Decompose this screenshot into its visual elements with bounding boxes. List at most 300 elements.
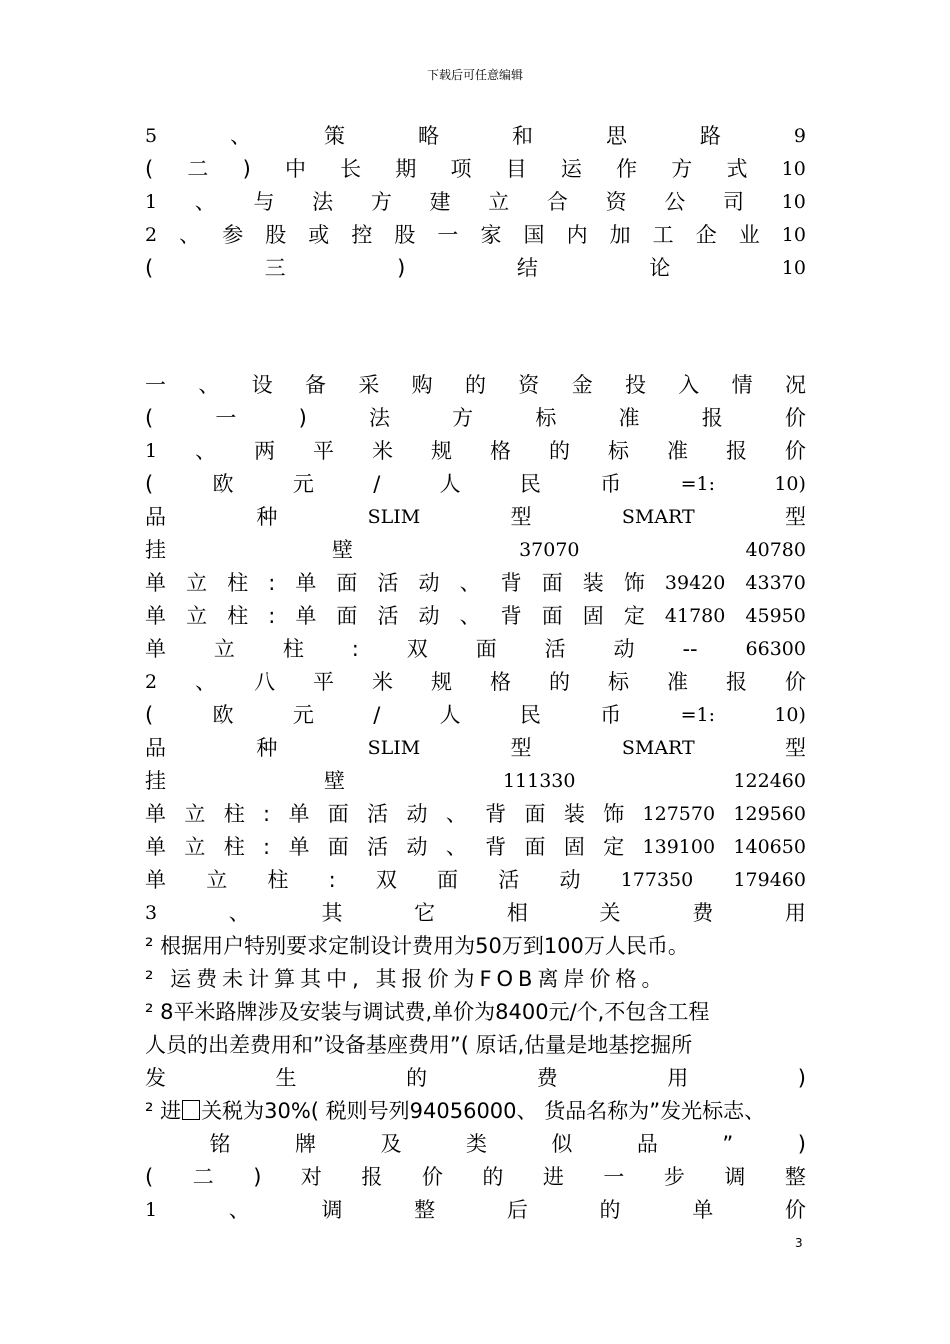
body-token: 况 xyxy=(784,373,806,397)
body-token: 面 xyxy=(541,604,563,628)
body-token: 币 xyxy=(600,703,622,727)
toc-token: 内 xyxy=(566,223,588,247)
tail-token: 的 xyxy=(406,1066,428,1090)
body-token: 人 xyxy=(439,703,461,727)
toc-token: 司 xyxy=(722,190,744,214)
body-token: SMART xyxy=(621,737,695,759)
body-token: 10) xyxy=(774,704,806,726)
body-token: 动 xyxy=(559,868,581,892)
body-token: 定 xyxy=(603,835,625,859)
toc-token: 控 xyxy=(351,223,373,247)
toc-token: 工 xyxy=(652,223,674,247)
toc-token: 运 xyxy=(560,157,582,181)
body-token: 金 xyxy=(571,373,593,397)
body-token: 10) xyxy=(774,473,806,495)
body-token: 动 xyxy=(406,835,428,859)
body-token: 、 xyxy=(445,802,467,826)
body-token: 相 xyxy=(506,901,528,925)
body-token: : xyxy=(351,637,359,661)
page-header: 下载后可任意编辑 xyxy=(426,68,523,82)
body-token: 法 xyxy=(368,406,390,430)
body-token: 179460 xyxy=(733,869,806,891)
body-token: 背 xyxy=(500,604,522,628)
toc-token: 思 xyxy=(605,124,627,148)
body-token: 单 xyxy=(145,604,166,628)
body-token: : xyxy=(263,835,271,859)
body-token: 采 xyxy=(358,373,380,397)
body-token: 准 xyxy=(618,406,640,430)
body-token: 面 xyxy=(336,604,358,628)
toc-token: 10 xyxy=(781,191,806,213)
tail-token: ) xyxy=(797,1066,806,1090)
body-token: SLIM xyxy=(367,506,421,528)
body-token: 欧 xyxy=(212,472,234,496)
body-token: 饰 xyxy=(603,802,625,826)
adjust-token: 二 xyxy=(192,1165,214,1189)
adjust-line xyxy=(145,1194,806,1227)
body-token: 177350 xyxy=(620,869,694,891)
customs-note-end: 关税为30%( 税则号列94056000、 货品名称为”发光标志、 xyxy=(201,1099,766,1123)
body-token: 的 xyxy=(548,670,570,694)
body-token: 两 xyxy=(254,439,276,463)
body-token: 、 xyxy=(195,439,217,463)
body-token: 柱 xyxy=(227,571,249,595)
toc-token: 论 xyxy=(649,256,671,280)
body-token: 立 xyxy=(186,571,208,595)
toc-token: 企 xyxy=(695,223,717,247)
body-token: 平 xyxy=(313,439,335,463)
toc-token: ( xyxy=(145,157,154,181)
body-token: 66300 xyxy=(745,638,806,660)
body-token: 费 xyxy=(692,901,714,925)
body-token: =1: xyxy=(680,704,715,726)
body-token: 面 xyxy=(524,835,546,859)
body-token: 壁 xyxy=(332,538,354,562)
body-token: 122460 xyxy=(733,770,806,792)
body-token: 立 xyxy=(186,604,208,628)
toc-line xyxy=(145,219,806,252)
body-token: 动 xyxy=(613,637,635,661)
table-of-contents xyxy=(145,120,806,285)
body-token: ( xyxy=(145,406,154,430)
body-token: 129560 xyxy=(733,803,806,825)
toc-token: 或 xyxy=(308,223,330,247)
adjust-token: 铭 xyxy=(209,1132,231,1156)
body-token: 民 xyxy=(519,472,541,496)
body-token: 标 xyxy=(607,439,629,463)
adjust-token: 及 xyxy=(380,1132,402,1156)
body-token: 单 xyxy=(145,835,166,859)
body-token: 140650 xyxy=(733,836,806,858)
body-token: 动 xyxy=(418,571,440,595)
body-token: 39420 xyxy=(664,572,726,594)
body-token: 活 xyxy=(377,604,399,628)
body-token: 人 xyxy=(439,472,461,496)
body-line xyxy=(145,798,806,831)
body-token: 活 xyxy=(367,835,389,859)
body-token: 面 xyxy=(524,802,546,826)
adjust-token: 后 xyxy=(506,1198,528,1222)
body-token: SLIM xyxy=(367,737,421,759)
body-token: 、 xyxy=(228,901,250,925)
fee-notes xyxy=(145,930,806,1062)
body-lines xyxy=(145,369,806,930)
adjustment-lines xyxy=(145,1128,806,1227)
toc-token: ) xyxy=(242,157,251,181)
body-token: 单 xyxy=(295,604,317,628)
body-token: 报 xyxy=(725,670,747,694)
toc-token: 三 xyxy=(264,256,286,280)
toc-token: 与 xyxy=(253,190,275,214)
toc-token: 和 xyxy=(511,124,533,148)
toc-token: 10 xyxy=(781,158,806,180)
body-token: 139100 xyxy=(642,836,716,858)
body-token: 报 xyxy=(725,439,747,463)
body-token: 背 xyxy=(485,835,507,859)
body-token: 格 xyxy=(490,439,511,463)
body-token: / xyxy=(373,703,381,727)
toc-token: 略 xyxy=(418,124,439,148)
body-token: 种 xyxy=(256,505,278,529)
body-line xyxy=(145,402,806,435)
body-line xyxy=(145,468,806,501)
toc-token: 一 xyxy=(437,223,459,247)
body-token: 备 xyxy=(304,373,326,397)
toc-line xyxy=(145,153,806,186)
body-token: 40780 xyxy=(745,539,806,561)
tail-token: 生 xyxy=(275,1066,297,1090)
adjust-token: ( xyxy=(145,1165,154,1189)
body-token: ( xyxy=(145,472,154,496)
body-token: 活 xyxy=(377,571,399,595)
body-line xyxy=(145,831,806,864)
body-token: 单 xyxy=(288,835,310,859)
toc-token: 式 xyxy=(726,157,748,181)
body-token: 标 xyxy=(607,670,629,694)
body-token: 其 xyxy=(321,901,343,925)
toc-token: 国 xyxy=(523,223,545,247)
section-gap xyxy=(145,285,806,369)
adjust-token: 似 xyxy=(551,1132,573,1156)
adjust-token: ) xyxy=(253,1165,262,1189)
body-token: 背 xyxy=(500,571,522,595)
adjust-token: 的 xyxy=(482,1165,504,1189)
toc-token: 建 xyxy=(429,190,451,214)
fee-note-line: ² 运费未计算其中, 其报价为FOB离岸价格。 xyxy=(145,967,668,991)
page-number: 3 xyxy=(795,1236,803,1250)
body-token: 元 xyxy=(292,472,314,496)
toc-line xyxy=(145,186,806,219)
body-token: 1 xyxy=(145,440,158,462)
body-token: 饰 xyxy=(623,571,645,595)
body-token: 立 xyxy=(213,637,235,661)
body-token: 动 xyxy=(406,802,428,826)
body-line xyxy=(145,534,806,567)
missing-glyph-box xyxy=(182,1100,200,1120)
body-token: 种 xyxy=(256,736,278,760)
body-token: 固 xyxy=(582,604,604,628)
body-token: 单 xyxy=(288,802,310,826)
body-token: : xyxy=(268,571,276,595)
body-token: 壁 xyxy=(323,769,345,793)
toc-token: 9 xyxy=(793,125,806,147)
adjust-token: 调 xyxy=(321,1198,343,1222)
toc-token: 作 xyxy=(616,157,638,181)
body-token: 单 xyxy=(145,868,166,892)
body-line xyxy=(145,633,806,666)
toc-line xyxy=(145,120,806,153)
body-token: 的 xyxy=(548,439,570,463)
body-line xyxy=(145,600,806,633)
body-token: 米 xyxy=(372,670,394,694)
body-token: 设 xyxy=(251,373,273,397)
body-token: 43370 xyxy=(745,572,806,594)
adjust-token: ” xyxy=(722,1132,734,1156)
adjust-token: 牌 xyxy=(294,1132,316,1156)
adjust-token: ) xyxy=(797,1132,806,1156)
toc-token: 策 xyxy=(324,124,346,148)
body-token: 型 xyxy=(785,736,806,760)
customs-note-start: ² 进 xyxy=(145,1099,182,1123)
body-token: 准 xyxy=(666,439,688,463)
body-token: 面 xyxy=(475,637,497,661)
body-token: 37070 xyxy=(519,539,580,561)
body-token: 111330 xyxy=(502,770,576,792)
body-token: 立 xyxy=(184,835,206,859)
toc-line xyxy=(145,252,806,285)
body-token: 品 xyxy=(145,736,166,760)
adjust-token: 品 xyxy=(636,1132,658,1156)
body-token: 柱 xyxy=(227,604,249,628)
body-token: / xyxy=(373,472,381,496)
toc-token: 2 xyxy=(145,224,158,246)
body-token: : xyxy=(268,604,276,628)
body-token: 、 xyxy=(459,571,481,595)
body-token: 入 xyxy=(678,373,700,397)
adjust-token: 1 xyxy=(145,1199,158,1221)
body-line xyxy=(145,666,806,699)
body-token: 方 xyxy=(452,406,474,430)
fee-note-line: ² 8平米路牌涉及安装与调试费,单价为8400元/个,不包含工程 xyxy=(145,1000,710,1024)
adjust-token: 报 xyxy=(361,1165,383,1189)
toc-token: 10 xyxy=(781,257,806,279)
adjust-token: 调 xyxy=(724,1165,746,1189)
body-token: 固 xyxy=(563,835,585,859)
body-line xyxy=(145,501,806,534)
toc-token: 股 xyxy=(394,223,416,247)
body-token: 平 xyxy=(313,670,335,694)
adjust-token: 整 xyxy=(414,1198,436,1222)
body-token: 柱 xyxy=(267,868,289,892)
body-token: SMART xyxy=(621,506,695,528)
body-token: 品 xyxy=(145,505,166,529)
toc-token: 业 xyxy=(738,223,760,247)
toc-token: 期 xyxy=(395,157,417,181)
body-token: 币 xyxy=(600,472,622,496)
body-token: 活 xyxy=(367,802,389,826)
body-token: 关 xyxy=(599,901,621,925)
body-token: 柱 xyxy=(282,637,304,661)
toc-token: 二 xyxy=(187,157,209,181)
body-token: : xyxy=(263,802,271,826)
body-token: 背 xyxy=(485,802,507,826)
adjust-token: 进 xyxy=(542,1165,564,1189)
body-token: 45950 xyxy=(745,605,806,627)
toc-token: 、 xyxy=(230,124,252,148)
tail-token: 用 xyxy=(667,1066,689,1090)
body-token: 民 xyxy=(519,703,541,727)
toc-token: 中 xyxy=(284,157,306,181)
body-token: 资 xyxy=(518,373,540,397)
body-token: 立 xyxy=(206,868,228,892)
body-token: 装 xyxy=(563,802,585,826)
body-token: 柱 xyxy=(223,835,245,859)
body-token: 准 xyxy=(666,670,688,694)
body-line xyxy=(145,765,806,798)
body-token: 2 xyxy=(145,671,158,693)
toc-token: 项 xyxy=(450,157,472,181)
body-token: 面 xyxy=(541,571,563,595)
body-token: 挂 xyxy=(145,769,166,793)
toc-token: 家 xyxy=(480,223,502,247)
body-line xyxy=(145,732,806,765)
body-token: 双 xyxy=(406,637,428,661)
body-token: 定 xyxy=(623,604,645,628)
body-token: 挂 xyxy=(145,538,166,562)
body-line xyxy=(145,699,806,732)
adjust-token: 类 xyxy=(465,1132,487,1156)
adjust-token: 单 xyxy=(692,1198,714,1222)
body-token: ) xyxy=(298,406,307,430)
toc-token: 参 xyxy=(222,223,244,247)
body-token: 动 xyxy=(418,604,440,628)
toc-token: 立 xyxy=(488,190,510,214)
toc-token: 1 xyxy=(145,191,158,213)
body-token: 单 xyxy=(145,571,166,595)
body-token: 米 xyxy=(372,439,394,463)
body-token: -- xyxy=(682,637,698,661)
body-token: 面 xyxy=(437,868,459,892)
toc-token: 方 xyxy=(370,190,392,214)
body-token: 、 xyxy=(198,373,220,397)
body-line xyxy=(145,435,806,468)
toc-token: 结 xyxy=(516,256,538,280)
fee-note-line: 人员的出差费用和”设备基座费用”( 原话,估量是地基挖掘所 xyxy=(145,1033,693,1057)
toc-token: 路 xyxy=(699,124,721,148)
toc-token: 公 xyxy=(664,190,686,214)
toc-token: 法 xyxy=(312,190,334,214)
body-token: 用 xyxy=(784,901,806,925)
body-token: 情 xyxy=(731,373,753,397)
body-token: 型 xyxy=(510,736,532,760)
body-token: 单 xyxy=(145,637,166,661)
toc-token: 长 xyxy=(340,157,362,181)
toc-token: 5 xyxy=(145,125,158,147)
toc-token: 、 xyxy=(194,190,216,214)
body-token: 装 xyxy=(582,571,604,595)
body-token: 格 xyxy=(490,670,511,694)
body-token: 、 xyxy=(459,604,481,628)
body-token: 单 xyxy=(145,802,166,826)
body-token: 报 xyxy=(701,406,723,430)
body-token: 规 xyxy=(431,439,453,463)
body-token: 一 xyxy=(145,373,166,397)
body-line xyxy=(145,864,806,897)
body-line xyxy=(145,567,806,600)
toc-token: 方 xyxy=(671,157,693,181)
adjust-token: 步 xyxy=(663,1165,685,1189)
adjust-token: 价 xyxy=(421,1165,443,1189)
toc-token: 加 xyxy=(609,223,631,247)
toc-token: 、 xyxy=(179,223,201,247)
toc-token: 10 xyxy=(781,224,806,246)
adjust-line xyxy=(145,1161,806,1194)
body-token: 活 xyxy=(498,868,520,892)
body-token: 的 xyxy=(464,373,486,397)
body-token: 价 xyxy=(784,439,806,463)
toc-token: ( xyxy=(145,256,154,280)
body-token: 价 xyxy=(784,406,806,430)
body-token: 型 xyxy=(785,505,806,529)
body-line xyxy=(145,369,806,402)
body-token: 柱 xyxy=(223,802,245,826)
tail-token: 费 xyxy=(536,1066,558,1090)
body-token: 面 xyxy=(327,835,349,859)
body-token: 投 xyxy=(624,373,646,397)
customs-note xyxy=(145,1095,806,1128)
adjust-token: 对 xyxy=(300,1165,322,1189)
body-token: 型 xyxy=(510,505,532,529)
body-line xyxy=(145,897,806,930)
fee-notes-tail xyxy=(145,1062,806,1095)
document-body xyxy=(145,120,806,1227)
toc-token: 股 xyxy=(265,223,287,247)
body-token: 面 xyxy=(336,571,358,595)
adjust-token: 整 xyxy=(784,1165,806,1189)
fee-note-line: ² 根据用户特别要求定制设计费用为50万到100万人民币。 xyxy=(145,934,689,958)
body-token: 欧 xyxy=(212,703,234,727)
body-token: 41780 xyxy=(664,605,726,627)
toc-token: 目 xyxy=(505,157,527,181)
body-token: 它 xyxy=(414,901,436,925)
adjust-token: 一 xyxy=(603,1165,625,1189)
body-token: 面 xyxy=(327,802,349,826)
body-token: : xyxy=(328,868,336,892)
body-token: 、 xyxy=(445,835,467,859)
body-token: 标 xyxy=(535,406,557,430)
tail-token: 发 xyxy=(145,1066,166,1090)
body-token: 活 xyxy=(544,637,566,661)
body-token: 3 xyxy=(145,902,158,924)
body-token: 、 xyxy=(195,670,217,694)
toc-token: 资 xyxy=(605,190,627,214)
body-token: 单 xyxy=(295,571,317,595)
body-token: 127570 xyxy=(642,803,716,825)
body-token: 购 xyxy=(411,373,433,397)
tail-line xyxy=(145,1062,806,1095)
body-token: 立 xyxy=(184,802,206,826)
body-token: 八 xyxy=(254,670,276,694)
body-token: 价 xyxy=(784,670,806,694)
body-token: 一 xyxy=(215,406,237,430)
toc-token: ) xyxy=(397,256,406,280)
adjust-token: 、 xyxy=(228,1198,250,1222)
body-token: 规 xyxy=(431,670,453,694)
body-token: 双 xyxy=(375,868,397,892)
adjust-line xyxy=(145,1128,806,1161)
body-token: ( xyxy=(145,703,154,727)
body-token: =1: xyxy=(680,473,715,495)
